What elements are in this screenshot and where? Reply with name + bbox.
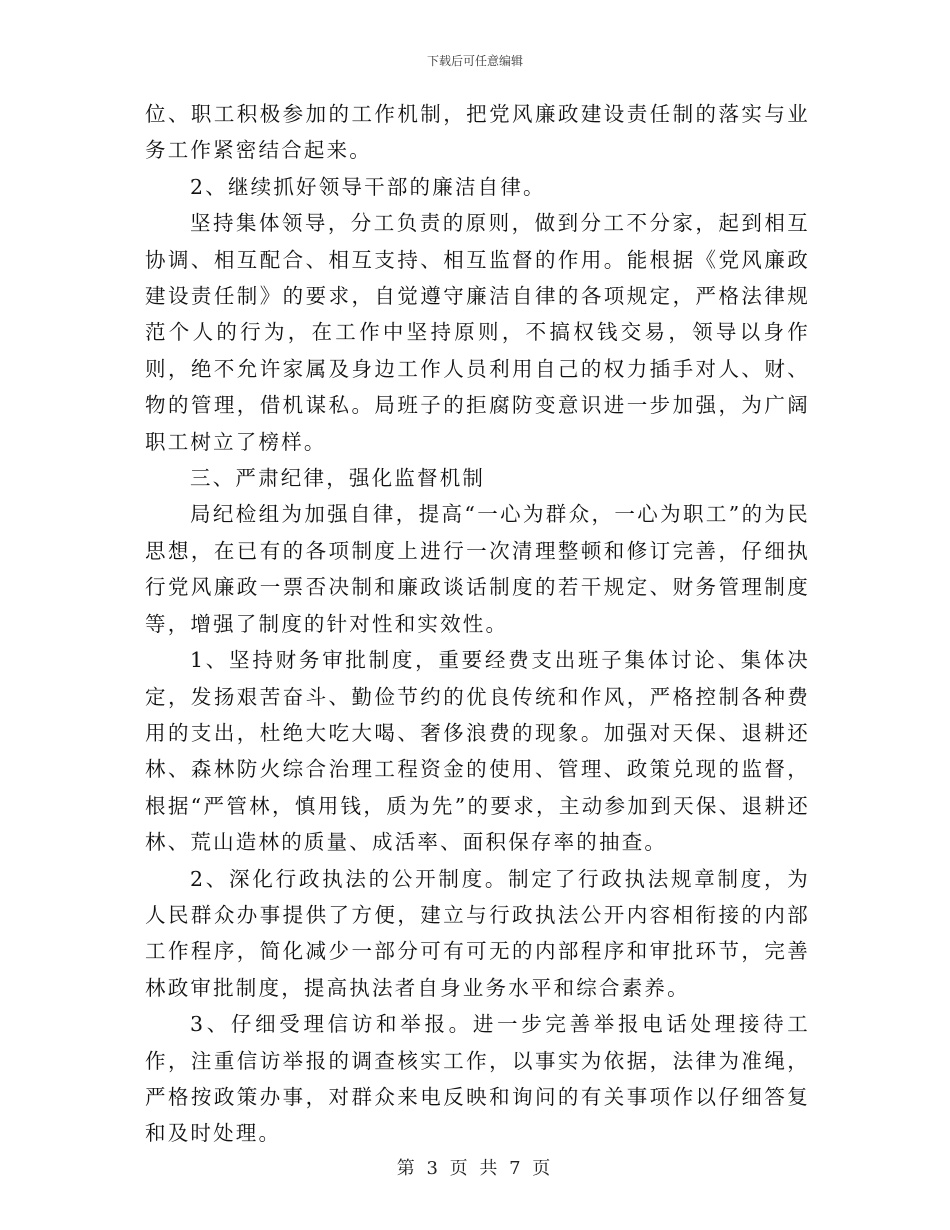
paragraph-law-enforcement: 2、深化行政执法的公开制度。制定了行政执法规章制度，为人民群众办事提供了方便，建立与行政执法公开内容相衔接的内部工作程序，简化减少一部分可有可无的内部程序和审批环节，完善林政审批制度，提高执法者自身业务水平和综合素养。 xyxy=(145,866,810,1000)
paragraph-petitions: 3、仔细受理信访和举报。进一步完善举报电话处理接待工作，注重信访举报的调查核实工作，以事实为依据，法律为准绳，严格按政策办事，对群众来电反映和询问的有关事项作以仔细答复和及时处理。 xyxy=(145,1012,810,1146)
paragraph-continuation: 位、职工积极参加的工作机制，把党风廉政建设责任制的落实与业务工作紧密结合起来。 xyxy=(145,102,810,163)
paragraph-discipline: 局纪检组为加强自律，提高“一心为群众，一心为职工”的为民思想，在已有的各项制度上进行一次清理整顿和修订完善，仔细执行党风廉政一票否决制和廉政谈话制度的若干规定、财务管理制度等，增强了制度的针对性和实效性。 xyxy=(145,502,810,636)
paragraph-leadership: 坚持集体领导，分工负责的原则，做到分工不分家，起到相互协调、相互配合、相互支持、相互监督的作用。能根据《党风廉政建设责任制》的要求，自觉遵守廉洁自律的各项规定，严格法律规范个人的行为，在工作中坚持原则，不搞权钱交易，领导以身作则，绝不允许家属及身边工作人员利用自己的权力插手对人、财、物的管理，借机谋私。局班子的拒腐防变意识进一步加强，为广阔职工树立了榜样。 xyxy=(145,211,810,454)
paragraph-finance: 1、坚持财务审批制度，重要经费支出班子集体讨论、集体决定，发扬艰苦奋斗、勤俭节约的优良传统和作风，严格控制各种费用的支出，杜绝大吃大喝、奢侈浪费的现象。加强对天保、退耕还林、森林防火综合治理工程资金的使用、管理、政策兑现的监督，根据“严管林，慎用钱，质为先”的要求，主动参加到天保、退耕还林、荒山造林的质量、成活率、面积保存率的抽查。 xyxy=(145,648,810,855)
page-header: 下载后可任意编辑 xyxy=(426,54,523,68)
section-heading-3: 三、严肃纪律，强化监督机制 xyxy=(190,466,486,491)
paragraph-item-2-heading: 2、继续抓好领导干部的廉洁自律。 xyxy=(190,174,546,199)
page-number: 第 3 页 共 7 页 xyxy=(396,1158,554,1179)
document-body xyxy=(145,96,810,1152)
